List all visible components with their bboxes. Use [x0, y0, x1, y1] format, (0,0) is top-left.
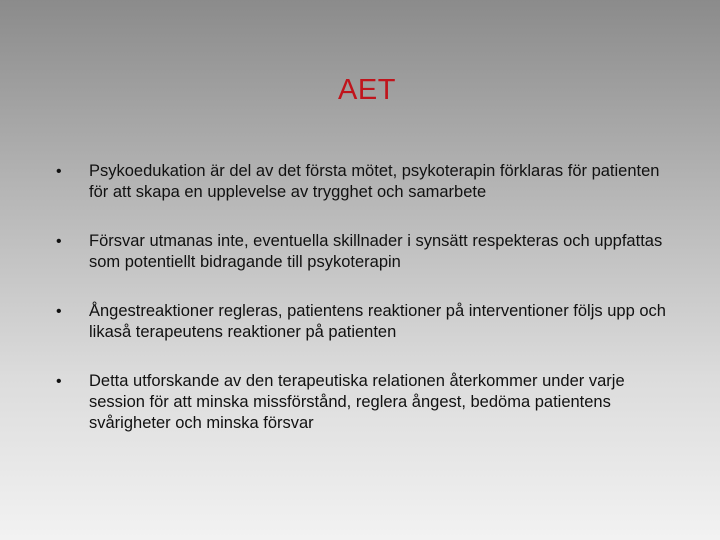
bullet-text: Försvar utmanas inte, eventuella skillnader i synsätt respekteras och uppfattas som potentiellt bidragande till psykoterapin — [89, 232, 663, 271]
bullet-item — [56, 371, 676, 434]
bullet-icon: • — [56, 373, 62, 390]
bullet-item — [56, 231, 676, 273]
slide-title: AET — [338, 74, 396, 106]
bullet-item — [56, 161, 676, 203]
bullet-list — [56, 161, 676, 462]
bullet-text: Psykoedukation är del av det första mötet, psykoterapin förklaras för patienten för att skapa en upplevelse av trygghet och samarbete — [89, 162, 660, 201]
bullet-icon: • — [56, 233, 62, 250]
bullet-text: Detta utforskande av den terapeutiska relationen återkommer under varje session för att minska missförstånd, reglera ångest, bedöma patientens svårigheter och minska försvar — [89, 372, 625, 432]
bullet-icon: • — [56, 303, 62, 320]
bullet-item — [56, 301, 676, 343]
bullet-text: Ångestreaktioner regleras, patientens reaktioner på interventioner följs upp och likaså terapeutens reaktioner på patienten — [89, 302, 666, 341]
bullet-icon: • — [56, 163, 62, 180]
